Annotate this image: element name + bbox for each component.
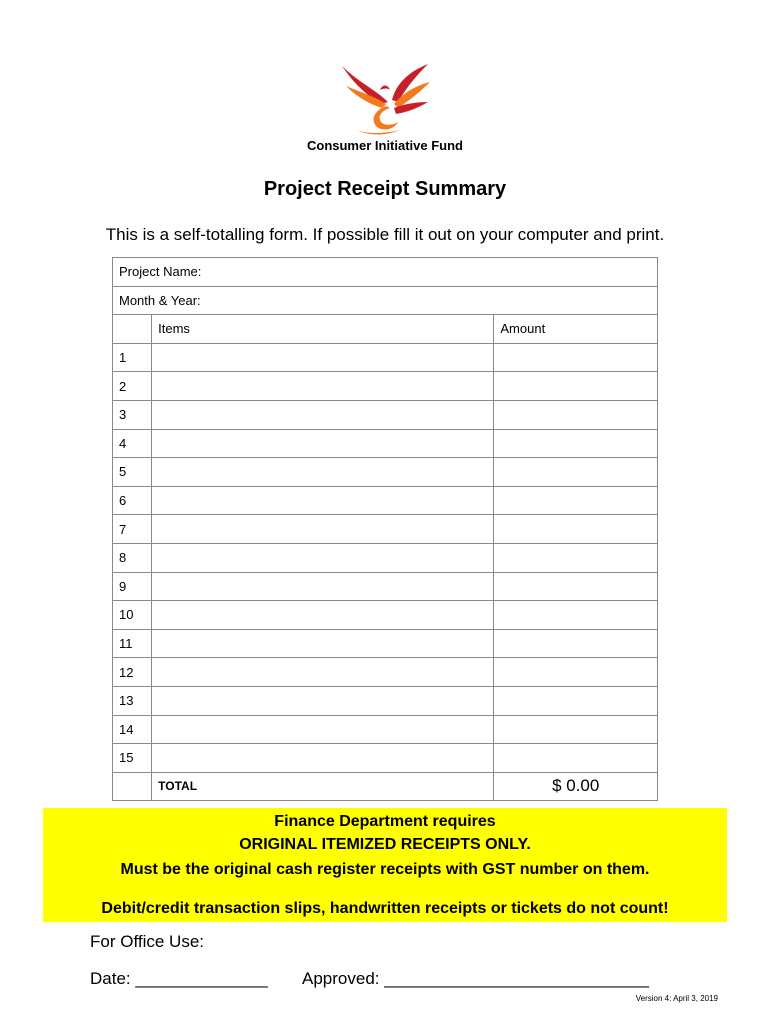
table-row <box>113 572 658 601</box>
amount-input[interactable] <box>494 515 658 544</box>
item-input[interactable] <box>152 515 494 544</box>
row-number: 8 <box>113 543 152 572</box>
item-input[interactable] <box>152 658 494 687</box>
amount-input[interactable] <box>494 658 658 687</box>
amount-input[interactable] <box>494 343 658 372</box>
notice-line-2: ORIGINAL ITEMIZED RECEIPTS ONLY. <box>239 836 531 853</box>
notice-line-1: Finance Department requires <box>274 813 496 830</box>
table-row <box>113 515 658 544</box>
row-number: 10 <box>113 601 152 630</box>
table-row <box>113 601 658 630</box>
row-number: 3 <box>113 400 152 429</box>
amount-input[interactable] <box>494 601 658 630</box>
item-input[interactable] <box>152 629 494 658</box>
item-input[interactable] <box>152 601 494 630</box>
org-name: Consumer Initiative Fund <box>306 138 463 153</box>
amount-input[interactable] <box>494 458 658 487</box>
project-name-label: Project Name: <box>119 264 202 280</box>
amount-header: Amount <box>494 315 658 344</box>
amount-input[interactable] <box>494 486 658 515</box>
row-number: 6 <box>113 486 152 515</box>
item-input[interactable] <box>152 343 494 372</box>
month-year-field[interactable] <box>113 286 658 315</box>
row-number: 13 <box>113 686 152 715</box>
date-field[interactable]: Date: ______________ <box>90 969 268 988</box>
month-year-row <box>113 286 658 315</box>
month-year-label: Month & Year: <box>119 292 201 308</box>
amount-input[interactable] <box>494 372 658 401</box>
item-input[interactable] <box>152 400 494 429</box>
amount-input[interactable] <box>494 429 658 458</box>
row-number: 1 <box>113 343 152 372</box>
total-num-cell <box>113 772 152 801</box>
row-number: 2 <box>113 372 152 401</box>
amount-input[interactable] <box>494 744 658 773</box>
item-input[interactable] <box>152 372 494 401</box>
row-number: 5 <box>113 458 152 487</box>
receipt-requirements-notice <box>43 808 727 922</box>
table-row <box>113 429 658 458</box>
table-header-row <box>113 315 658 344</box>
row-number: 12 <box>113 658 152 687</box>
project-name-field[interactable] <box>113 258 658 287</box>
item-input[interactable] <box>152 686 494 715</box>
amount-input[interactable] <box>494 629 658 658</box>
amount-input[interactable] <box>494 686 658 715</box>
row-number: 15 <box>113 744 152 773</box>
page-title: Project Receipt Summary <box>263 178 507 200</box>
item-input[interactable] <box>152 458 494 487</box>
table-row <box>113 715 658 744</box>
item-input[interactable] <box>152 486 494 515</box>
item-input[interactable] <box>152 543 494 572</box>
table-row <box>113 629 658 658</box>
version-note: Version 4: April 3, 2019 <box>635 994 718 1003</box>
total-row <box>113 772 658 801</box>
total-value: $ 0.00 <box>494 772 658 801</box>
receipt-summary-table <box>112 257 658 801</box>
approved-field[interactable]: Approved: ____________________________ <box>302 969 649 988</box>
row-number: 9 <box>113 572 152 601</box>
item-input[interactable] <box>152 715 494 744</box>
row-number: 11 <box>113 629 152 658</box>
office-use-label: For Office Use: <box>90 932 204 951</box>
item-input[interactable] <box>152 572 494 601</box>
table-row <box>113 400 658 429</box>
amount-input[interactable] <box>494 400 658 429</box>
table-row <box>113 744 658 773</box>
row-number: 14 <box>113 715 152 744</box>
amount-input[interactable] <box>494 543 658 572</box>
total-label: TOTAL <box>152 772 494 801</box>
phoenix-logo-icon <box>336 60 436 138</box>
items-header: Items <box>152 315 494 344</box>
project-name-row <box>113 258 658 287</box>
form-instructions: This is a self-totalling form. If possible fill it out on your computer and print. <box>105 225 665 244</box>
table-row <box>113 486 658 515</box>
table-row <box>113 372 658 401</box>
notice-line-4: Debit/credit transaction slips, handwritten receipts or tickets do not count! <box>101 900 669 917</box>
table-row <box>113 543 658 572</box>
row-number: 4 <box>113 429 152 458</box>
table-row <box>113 658 658 687</box>
item-input[interactable] <box>152 744 494 773</box>
notice-line-3: Must be the original cash register receipts with GST number on them. <box>120 861 650 878</box>
table-row <box>113 458 658 487</box>
table-row <box>113 343 658 372</box>
header-num-cell <box>113 315 152 344</box>
item-input[interactable] <box>152 429 494 458</box>
row-number: 7 <box>113 515 152 544</box>
amount-input[interactable] <box>494 715 658 744</box>
table-row <box>113 686 658 715</box>
amount-input[interactable] <box>494 572 658 601</box>
